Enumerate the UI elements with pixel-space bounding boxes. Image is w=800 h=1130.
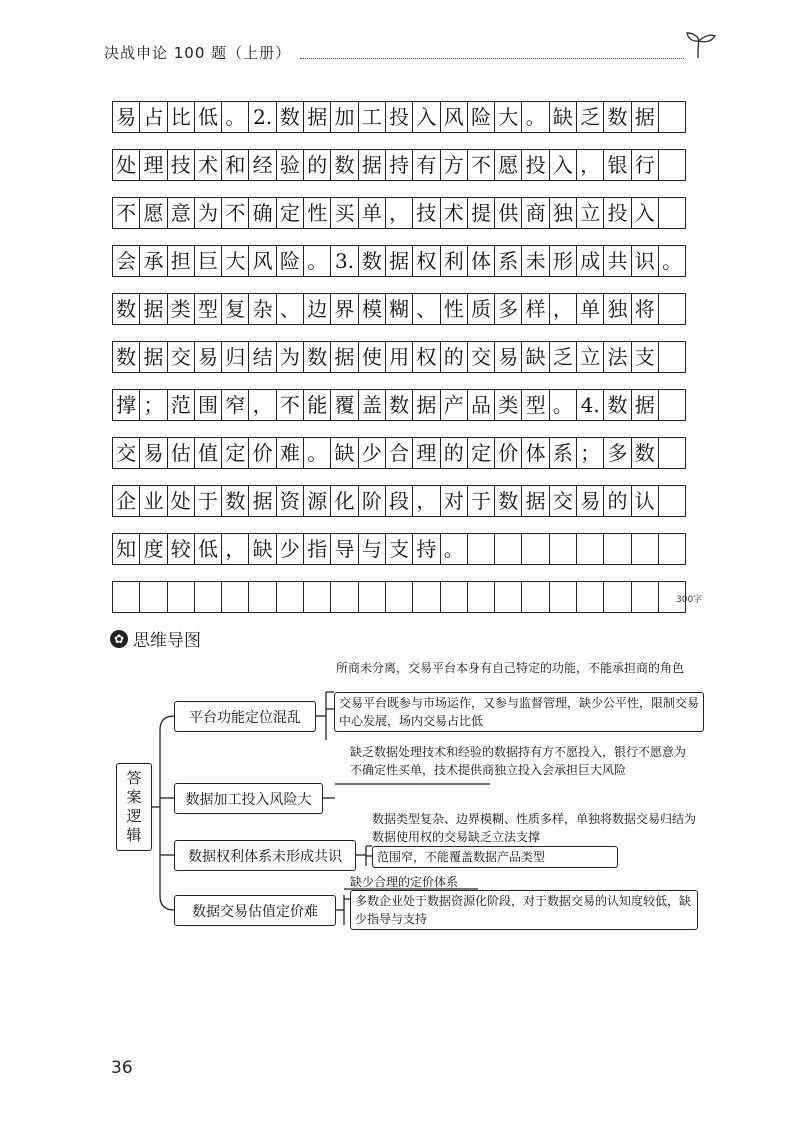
- grid-cell: 供: [494, 197, 522, 229]
- grid-cell: 巨: [194, 245, 222, 277]
- grid-cell: 风: [248, 245, 276, 277]
- grid-cell: 交: [467, 341, 495, 373]
- grid-cell: ；: [139, 389, 167, 421]
- grid-cell: 结: [248, 341, 276, 373]
- branch1-detail-2: 交易平台既参与市场运作，又参与监督管理，缺少公平性，限制交易中心发展，场内交易占比低: [334, 692, 704, 732]
- grid-cell: 能: [303, 389, 331, 421]
- grid-cell: 不: [221, 197, 249, 229]
- grid-cell: 入: [631, 197, 659, 229]
- grid-cell: 数: [603, 389, 631, 421]
- grid-cell: 低: [194, 533, 222, 565]
- grid-cell: 数: [385, 389, 413, 421]
- grid-cell: 对: [440, 485, 468, 517]
- grid-cell: 加: [330, 101, 358, 133]
- grid-cell: 估: [167, 437, 195, 469]
- grid-cell: 认: [631, 485, 659, 517]
- grid-cell: 将: [631, 293, 659, 325]
- grid-cell: 糊: [385, 293, 413, 325]
- grid-cell: 覆: [330, 389, 358, 421]
- grid-cell: 模: [358, 293, 386, 325]
- grid-cell: 。: [303, 245, 331, 277]
- root-char: 案: [126, 788, 142, 806]
- grid-cell: 会: [112, 245, 140, 277]
- grid-cell: 持: [385, 149, 413, 181]
- grid-cell: 法: [603, 341, 631, 373]
- grid-cell: 型: [521, 389, 549, 421]
- grid-cell: 易: [494, 341, 522, 373]
- grid-cell: 独: [603, 293, 631, 325]
- branch4-detail-2: 多数企业处于数据资源化阶段，对于数据交易的认知度较低，缺少指导与支持: [350, 890, 698, 930]
- grid-cell: 的: [440, 341, 468, 373]
- grid-cell: ，: [549, 293, 577, 325]
- grid-cell: 合: [385, 437, 413, 469]
- grid-cell: 知: [112, 533, 140, 565]
- grid-cell: 、: [276, 293, 304, 325]
- grid-cell: 大: [494, 101, 522, 133]
- grid-cell: 识: [631, 245, 659, 277]
- grid-cell: 未: [521, 245, 549, 277]
- grid-cell: 据: [248, 485, 276, 517]
- branch4-detail-1: 缺少合理的定价体系: [350, 875, 459, 889]
- grid-cell: 技: [412, 197, 440, 229]
- grid-cell: 占: [139, 101, 167, 133]
- grid-cell: 行: [631, 149, 659, 181]
- grid-cell: 有: [412, 149, 440, 181]
- grid-cell: 不: [467, 149, 495, 181]
- grid-cell: 。: [221, 101, 249, 133]
- word-count: 300字: [676, 595, 703, 605]
- grid-cell: 、: [412, 293, 440, 325]
- grid-cell: 验: [276, 149, 304, 181]
- grid-cell: 缺: [549, 101, 577, 133]
- grid-cell: 提: [467, 197, 495, 229]
- grid-cell: 2.: [248, 101, 276, 133]
- grid-cell: 术: [194, 149, 222, 181]
- grid-cell: 。: [658, 245, 686, 277]
- grid-cell: 盖: [358, 389, 386, 421]
- grid-cell: 据: [139, 293, 167, 325]
- grid-cell: 据: [521, 485, 549, 517]
- grid-cell: 缺: [330, 437, 358, 469]
- grid-cell: 缺: [248, 533, 276, 565]
- grid-cell: 愿: [494, 149, 522, 181]
- root-char: 答: [126, 769, 142, 787]
- grid-cell: 不: [112, 197, 140, 229]
- grid-cell: 易: [576, 485, 604, 517]
- grid-cell: 使: [358, 341, 386, 373]
- grid-cell: 权: [412, 341, 440, 373]
- page-number: 36: [111, 1058, 133, 1078]
- grid-cell: 担: [167, 245, 195, 277]
- grid-cell: 数: [221, 485, 249, 517]
- grid-cell: 撑: [112, 389, 140, 421]
- grid-cell: 。: [549, 389, 577, 421]
- grid-cell: 阶: [358, 485, 386, 517]
- branch-rights-consensus: 数据权利体系未形成共识: [174, 840, 356, 871]
- grid-cell: 易: [139, 437, 167, 469]
- grid-cell: 系: [494, 245, 522, 277]
- grid-cell: 体: [521, 437, 549, 469]
- grid-cell: 成: [576, 245, 604, 277]
- grid-cell: 支: [385, 533, 413, 565]
- grid-cell: 界: [330, 293, 358, 325]
- grid-cell: 定: [276, 197, 304, 229]
- grid-cell: 利: [440, 245, 468, 277]
- grid-cell: 。: [303, 437, 331, 469]
- grid-cell: 交: [112, 437, 140, 469]
- grid-cell: 缺: [521, 341, 549, 373]
- grid-cell: 商: [521, 197, 549, 229]
- grid-cell: 窄: [221, 389, 249, 421]
- grid-cell: 术: [440, 197, 468, 229]
- grid-cell: 于: [194, 485, 222, 517]
- grid-cell: ，: [248, 389, 276, 421]
- grid-cell: 的: [303, 149, 331, 181]
- grid-cell: 易: [112, 101, 140, 133]
- grid-cell: 产: [440, 389, 468, 421]
- grid-cell: 承: [139, 245, 167, 277]
- grid-cell: 共: [603, 245, 631, 277]
- grid-cell: 价: [248, 437, 276, 469]
- grid-cell: 确: [248, 197, 276, 229]
- grid-cell: 体: [467, 245, 495, 277]
- root-char: 辑: [126, 826, 142, 844]
- grid-cell: 独: [549, 197, 577, 229]
- grid-cell: 企: [112, 485, 140, 517]
- grid-cell: 导: [330, 533, 358, 565]
- mindmap-root: [116, 763, 152, 851]
- grid-cell: 的: [603, 485, 631, 517]
- grid-cell: 买: [330, 197, 358, 229]
- grid-cell: 范: [167, 389, 195, 421]
- grid-cell: 大: [221, 245, 249, 277]
- grid-cell: 边: [303, 293, 331, 325]
- grid-cell: 源: [303, 485, 331, 517]
- grid-cell: 化: [330, 485, 358, 517]
- grid-cell: 价: [494, 437, 522, 469]
- grid-cell: 经: [248, 149, 276, 181]
- grid-cell: 杂: [248, 293, 276, 325]
- grid-cell: 低: [194, 101, 222, 133]
- flower-icon: ✿: [110, 630, 128, 648]
- grid-cell: 据: [412, 389, 440, 421]
- branch-valuation-pricing: 数据交易估值定价难: [174, 895, 336, 926]
- grid-cell: 数: [330, 149, 358, 181]
- grid-cell: 险: [276, 245, 304, 277]
- grid-cell: 数: [112, 341, 140, 373]
- grid-cell: 数: [631, 437, 659, 469]
- grid-cell: 难: [276, 437, 304, 469]
- grid-cell: 险: [467, 101, 495, 133]
- grid-cell: 少: [358, 437, 386, 469]
- grid-cell: 于: [467, 485, 495, 517]
- grid-cell: 指: [303, 533, 331, 565]
- grid-cell: 性: [440, 293, 468, 325]
- grid-cell: 为: [276, 341, 304, 373]
- grid-cell: ，: [221, 533, 249, 565]
- grid-cell: 形: [549, 245, 577, 277]
- grid-cell: 数: [303, 341, 331, 373]
- grid-cell: 业: [139, 485, 167, 517]
- grid-cell: 工: [358, 101, 386, 133]
- grid-cell: 权: [412, 245, 440, 277]
- grid-cell: ；: [576, 437, 604, 469]
- grid-cell: 归: [221, 341, 249, 373]
- grid-cell: 理: [139, 149, 167, 181]
- grid-cell: 愿: [139, 197, 167, 229]
- grid-cell: 度: [139, 533, 167, 565]
- grid-cell: 段: [385, 485, 413, 517]
- grid-cell: 为: [194, 197, 222, 229]
- branch3-detail-1: 数据类型复杂、边界模糊、性质多样，单独将数据交易归结为数据使用权的交易缺乏立法支撑: [372, 812, 697, 844]
- grid-cell: 质: [467, 293, 495, 325]
- grid-cell: 立: [576, 197, 604, 229]
- grid-cell: 类: [494, 389, 522, 421]
- branch3-detail-2: 范围窄，不能覆盖数据产品类型: [372, 846, 618, 868]
- grid-cell: 值: [194, 437, 222, 469]
- grid-cell: 复: [221, 293, 249, 325]
- grid-cell: 据: [385, 245, 413, 277]
- grid-cell: ，: [412, 485, 440, 517]
- grid-cell: 少: [276, 533, 304, 565]
- grid-cell: 银: [603, 149, 631, 181]
- grid-cell: 入: [412, 101, 440, 133]
- grid-cell: 数: [112, 293, 140, 325]
- grid-cell: 型: [194, 293, 222, 325]
- grid-cell: 较: [167, 533, 195, 565]
- grid-cell: 方: [440, 149, 468, 181]
- grid-cell: 系: [549, 437, 577, 469]
- grid-cell: 易: [194, 341, 222, 373]
- grid-cell: 性: [303, 197, 331, 229]
- grid-cell: 乏: [576, 101, 604, 133]
- grid-cell: 单: [358, 197, 386, 229]
- grid-cell: 定: [467, 437, 495, 469]
- grid-cell: 交: [549, 485, 577, 517]
- grid-cell: 意: [167, 197, 195, 229]
- grid-cell: 立: [576, 341, 604, 373]
- grid-cell: 据: [631, 389, 659, 421]
- book-title: 决战申论 100 题（上册）: [104, 44, 292, 62]
- grid-cell: 多: [603, 437, 631, 469]
- grid-cell: 定: [221, 437, 249, 469]
- grid-cell: 数: [276, 101, 304, 133]
- grid-cell: 资: [276, 485, 304, 517]
- grid-cell: 4.: [576, 389, 604, 421]
- grid-cell: ，: [576, 149, 604, 181]
- grid-cell: 据: [358, 149, 386, 181]
- grid-cell: 品: [467, 389, 495, 421]
- grid-cell: 用: [385, 341, 413, 373]
- grid-cell: 支: [631, 341, 659, 373]
- grid-cell: 理: [412, 437, 440, 469]
- grid-cell: 与: [358, 533, 386, 565]
- grid-cell: 样: [521, 293, 549, 325]
- grid-cell: 据: [139, 341, 167, 373]
- grid-cell: 据: [631, 101, 659, 133]
- grid-cell: 的: [440, 437, 468, 469]
- grid-cell: 数: [494, 485, 522, 517]
- grid-cell: ，: [385, 197, 413, 229]
- grid-cell: 类: [167, 293, 195, 325]
- grid-cell: 比: [167, 101, 195, 133]
- branch1-detail-1: 所商未分离，交易平台本身有自己特定的功能，不能承担商的角色: [336, 661, 685, 675]
- grid-cell: 乏: [549, 341, 577, 373]
- grid-cell: 多: [494, 293, 522, 325]
- grid-cell: 不: [276, 389, 304, 421]
- grid-cell: 。: [440, 533, 468, 565]
- grid-cell: 投: [521, 149, 549, 181]
- grid-cell: 投: [385, 101, 413, 133]
- grid-cell: 技: [167, 149, 195, 181]
- grid-cell: 数: [603, 101, 631, 133]
- grid-cell: 和: [221, 149, 249, 181]
- grid-cell: 风: [440, 101, 468, 133]
- grid-cell: 交: [167, 341, 195, 373]
- grid-cell: 处: [112, 149, 140, 181]
- grid-cell: 入: [549, 149, 577, 181]
- grid-cell: 3.: [330, 245, 358, 277]
- grid-cell: 据: [303, 101, 331, 133]
- root-char: 逻: [126, 807, 142, 825]
- branch-processing-risk: 数据加工投入风险大: [174, 783, 323, 814]
- grid-cell: 单: [576, 293, 604, 325]
- grid-cell: 数: [358, 245, 386, 277]
- grid-cell: 。: [521, 101, 549, 133]
- grid-cell: 围: [194, 389, 222, 421]
- grid-cell: 处: [167, 485, 195, 517]
- grid-cell: 据: [330, 341, 358, 373]
- grid-cell: 持: [412, 533, 440, 565]
- branch-platform-function: 平台功能定位混乱: [174, 701, 316, 732]
- grid-cell: 投: [603, 197, 631, 229]
- section-title: 思维导图: [133, 631, 201, 651]
- branch2-detail-1: 缺乏数据处理技术和经验的数据持有方不愿投入，银行不愿意为不确定性买单，技术提供商独立投入会承担巨大风险: [350, 745, 687, 777]
